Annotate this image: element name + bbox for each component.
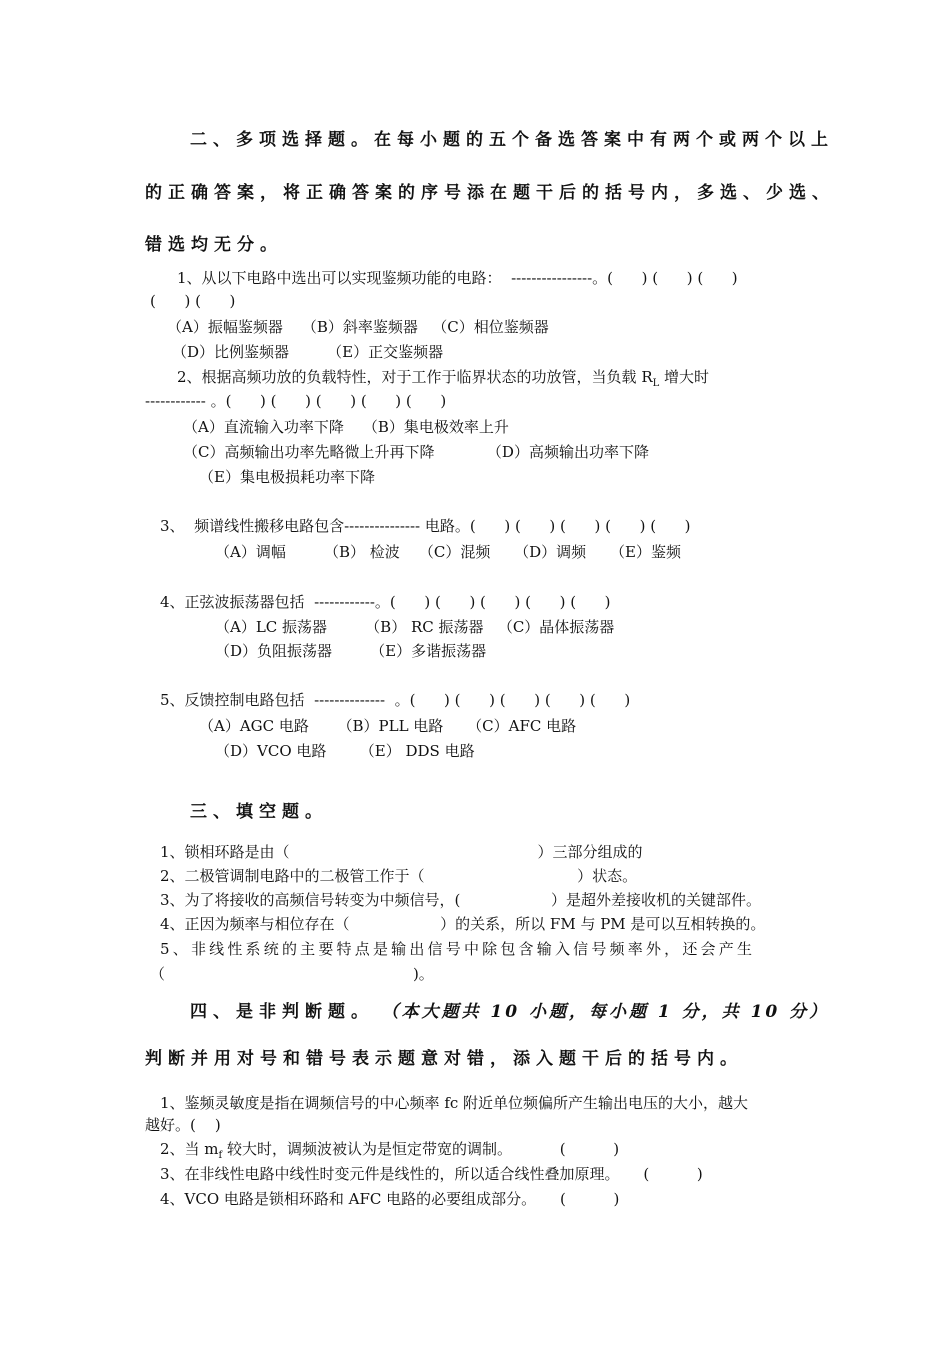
s4-q2-b: 较大时，调频波被认为是恒定带宽的调制。 ( ) bbox=[222, 1140, 620, 1158]
s2-q2-options-2: （C）高频输出功率先略微上升再下降 （D）高频输出功率下降 bbox=[183, 443, 649, 461]
s2-q3-stem: 3、 频谱线性搬移电路包含--------------- 电路。( ) ( ) ( ) ( ) ( ) bbox=[160, 517, 691, 535]
s4-q2 bbox=[160, 1139, 619, 1166]
s2-q1-options-2: （D）比例鉴频器 （E）正交鉴频器 bbox=[172, 343, 444, 361]
s2-q2-options-3: （E）集电极损耗功率下降 bbox=[199, 468, 375, 486]
s4-q2-sub: f bbox=[218, 1150, 223, 1161]
section4-heading-note: （本大题共 10 小题，每小题 1 分，共 10 分） bbox=[390, 1002, 830, 1022]
s3-item-2: 2、二极管调制电路中的二极管工作于（ ）状态。 bbox=[160, 867, 638, 885]
s4-q4: 4、VCO 电路是锁相环路和 AFC 电路的必要组成部分。 ( ) bbox=[160, 1190, 620, 1208]
s2-q2-stem-b: 增大时 bbox=[659, 368, 710, 386]
section2-heading-line1: 二、多项选择题。在每小题的五个备选答案中有两个或两个以上 bbox=[190, 130, 834, 150]
s2-q3-options: （A）调幅 （B） 检波 （C）混频 （D）调频 （E）鉴频 bbox=[215, 543, 681, 561]
s2-q4-stem: 4、正弦波振荡器包括 ------------。( ) ( ) ( ) ( ) ( ) bbox=[160, 593, 611, 611]
s4-q1: 1、鉴频灵敏度是指在调频信号的中心频率 fc 附近单位频偏所产生输出电压的大小，越大 bbox=[160, 1094, 749, 1112]
s3-item-1: 1、锁相环路是由（ ）三部分组成的 bbox=[160, 843, 643, 861]
s2-q2-stem bbox=[177, 367, 709, 394]
s4-q2-a: 2、当 m bbox=[160, 1140, 219, 1158]
s4-q1-cont: 越好。( ) bbox=[145, 1116, 221, 1134]
s2-q5-stem: 5、反馈控制电路包括 -------------- 。( ) ( ) ( ) ( ) ( ) bbox=[160, 691, 631, 709]
section4-instruction: 判断并用对号和错号表示题意对错，添入题干后的括号内。 bbox=[145, 1049, 743, 1069]
s2-q1-options-1: （A）振幅鉴频器 （B）斜率鉴频器 （C）相位鉴频器 bbox=[167, 318, 549, 336]
section2-heading-line3: 错选均无分。 bbox=[145, 235, 283, 255]
section2-heading-line2: 的正确答案，将正确答案的序号添在题干后的括号内，多选、少选、 bbox=[145, 183, 835, 203]
s2-q2-stem-sub: L bbox=[652, 378, 660, 389]
s3-item-4: 4、正因为频率与相位存在（ ）的关系，所以 FM 与 PM 是可以互相转换的。 bbox=[160, 915, 766, 933]
s2-q2-stem-cont: ------------ 。( ) ( ) ( ) ( ) ( ) bbox=[145, 392, 447, 410]
section4-heading-main: 四、是非判断题。 bbox=[190, 1002, 374, 1022]
s3-item-5-cont: （ )。 bbox=[150, 965, 434, 983]
s2-q2-options-1: （A）直流输入功率下降 （B）集电极效率上升 bbox=[183, 418, 509, 436]
s3-item-5: 5、非线性系统的主要特点是输出信号中除包含输入信号频率外，还会产生 bbox=[160, 940, 756, 958]
s2-q4-options-1: （A）LC 振荡器 （B） RC 振荡器 （C）晶体振荡器 bbox=[215, 618, 615, 636]
section3-heading: 三、填空题。 bbox=[190, 802, 328, 822]
s2-q1-stem: 1、从以下电路中选出可以实现鉴频功能的电路： ----------------。( ) ( ) ( ) bbox=[177, 269, 738, 287]
s3-item-3: 3、为了将接收的高频信号转变为中频信号，( ）是超外差接收机的关键部件。 bbox=[160, 891, 761, 909]
s2-q5-options-1: （A）AGC 电路 （B）PLL 电路 （C）AFC 电路 bbox=[199, 717, 577, 735]
s2-q2-stem-a: 2、根据高频功放的负载特性，对于工作于临界状态的功放管，当负载 R bbox=[177, 368, 653, 386]
s2-q5-options-2: （D）VCO 电路 （E） DDS 电路 bbox=[215, 742, 475, 760]
s2-q1-stem-cont: ( ) ( ) bbox=[150, 292, 236, 310]
s4-q3: 3、在非线性电路中线性时变元件是线性的，所以适合线性叠加原理。 ( ) bbox=[160, 1165, 703, 1183]
s2-q4-options-2: （D）负阻振荡器 （E）多谐振荡器 bbox=[215, 642, 487, 660]
section4-heading bbox=[190, 1000, 829, 1024]
